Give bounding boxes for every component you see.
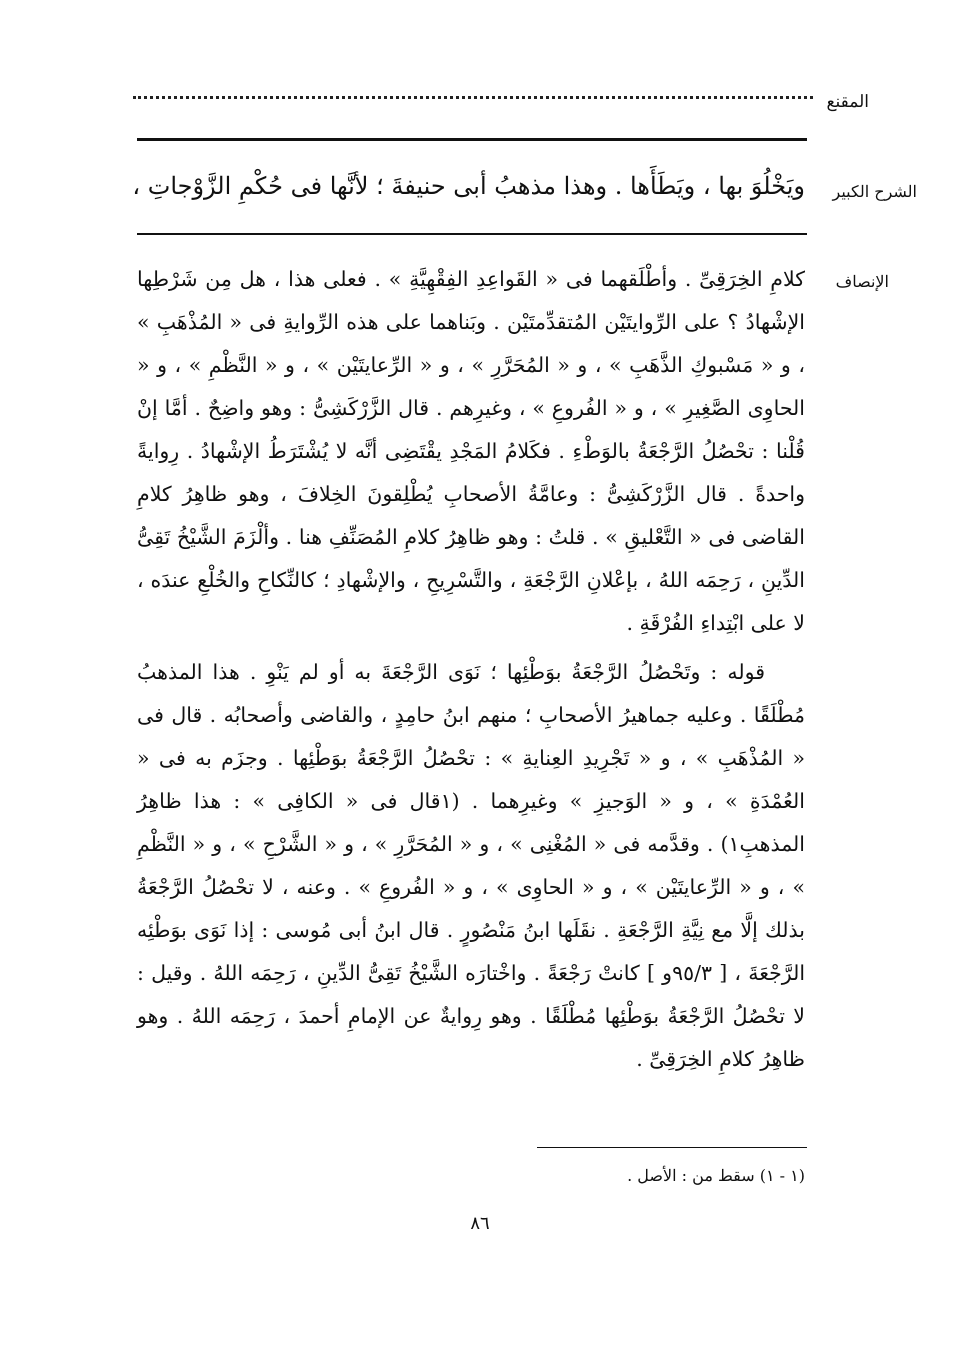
insaf-body bbox=[137, 258, 805, 1081]
footnote-divider bbox=[537, 1147, 807, 1148]
insaf-label: الإنصاف bbox=[835, 272, 889, 291]
page-number: ٨٦ bbox=[470, 1213, 490, 1234]
sharh-divider bbox=[137, 233, 807, 235]
header-rule bbox=[137, 138, 807, 141]
footnote: (١ - ١) سقط من : الأصل . bbox=[627, 1166, 805, 1185]
book-title: المقنع bbox=[826, 92, 869, 112]
insaf-paragraph-1: كلامِ الخِرَقِىِّ . وأطْلَقهما فى « القَواعِدِ الفِقْهِيَّةِ » . فعلى هذا ، هل مِن شَرْطِها الإشْهادُ ؟ على الرِّوايتَيْن المُتقدِّمتَيْن . وبَناهما على هذه الرِّوايةِ فى « المُذْهَبِ » ، و « مَسْبوكِ الذَّهَبِ » ، و « المُحَرَّرِ » ، و « الرِّعايتَيْن » ، و « النَّظْمِ » ، و « الحاوِى الصَّغِيرِ » ، و « الفُروعِ » ، وغيرِهم . قال الزَّرْكَشِىُّ : وهو واضِحٌ . أمَّا إنْ قُلْنا : تحْصُلُ الرَّجْعَةُ بالوَطْءِ . فكَلامُ المَجْدِ يقْتَضِى أنَّه لا يُشْتَرَطُ الإشْهادُ . رِوايةً واحدةً . قال الزَّرْكَشِىُّ : وعامَّةُ الأصحابِ يُطْلِقونَ الخِلافَ ، وهو ظاهِرُ كلامِ القاضى فى « التَّعْليقِ » . قلتُ : وهو ظاهِرُ كلامِ المُصَنِّفِ هنا . وألْزَمَ الشَّيْخُ تَقِىُّ الدِّينِ ، رَحِمَه اللهُ ، بإعْلانِ الرَّجْعَةِ ، والتَّسْرِيحِ ، والإشْهادِ ؛ كالنِّكاحِ والخُلْعِ عندَه ، لا على ابْتِداءِ الفُرْقَةِ . bbox=[137, 267, 805, 635]
sharh-text: ويَخْلُوَ بها ، ويَطَأَها . وهذا مذهبُ أبى حنيفةَ ؛ لأنَّها فى حُكْمِ الزَّوْجاتِ ، bbox=[132, 172, 805, 200]
insaf-paragraph-2: قوله : وتَحْصُلُ الرَّجْعَةُ بوَطْئِها ؛ نَوَى الرَّجْعَةَ به أو لم يَنْوِ . هذا المذهبُ مُطْلَقًا . وعليه جماهيرُ الأصحابِ ؛ منهم ابنُ حامِدٍ ، والقاضى وأصحابُه . قال فى « المُذْهَبِ » ، و « تَجْرِيدِ العِنايةِ » : تحْصُلُ الرَّجْعَةُ بوَطْئِها . وجزَم به فى « العُمْدَةِ » ، و « الوَجيزِ » وغيرِهما . (١قال فى « الكافِى » : هذا ظاهِرُ المذهبِ١) . وقدَّمه فى « المُغْنِى » ، و « المُحَرَّرِ » ، و « الشَّرْحِ » ، و « النَّظْمِ » ، و « الرِّعايتَيْن » ، و « الحاوِى » ، و « الفُروعِ » . وعنه ، لا تحْصُلُ الرَّجْعَةُ بذلك إلَّا مع نِيَّةِ الرَّجْعَةِ . نقَلَها ابنُ مَنْصُورٍ . قال ابنُ أبى مُوسى : إذا نَوَى بوَطْئِه الرَّجْعَةَ ، [ ٩٥/٣و ] كانتْ رَجْعَةً . واخْتارَه الشَّيْخُ تَقِىُّ الدِّينِ ، رَحِمَه اللهُ . وقيل : لا تحْصُلُ الرَّجْعَةُ بوَطْئِها مُطْلَقًا . وهو رِوايةٌ عن الإمامِ أحمدَ ، رَحِمَه اللهُ . وهو ظاهِرُ كلامِ الخِرَقِىِّ . bbox=[137, 660, 806, 1071]
sharh-label: الشرح الكبير bbox=[832, 182, 917, 201]
header-dotted-rule bbox=[133, 96, 813, 99]
